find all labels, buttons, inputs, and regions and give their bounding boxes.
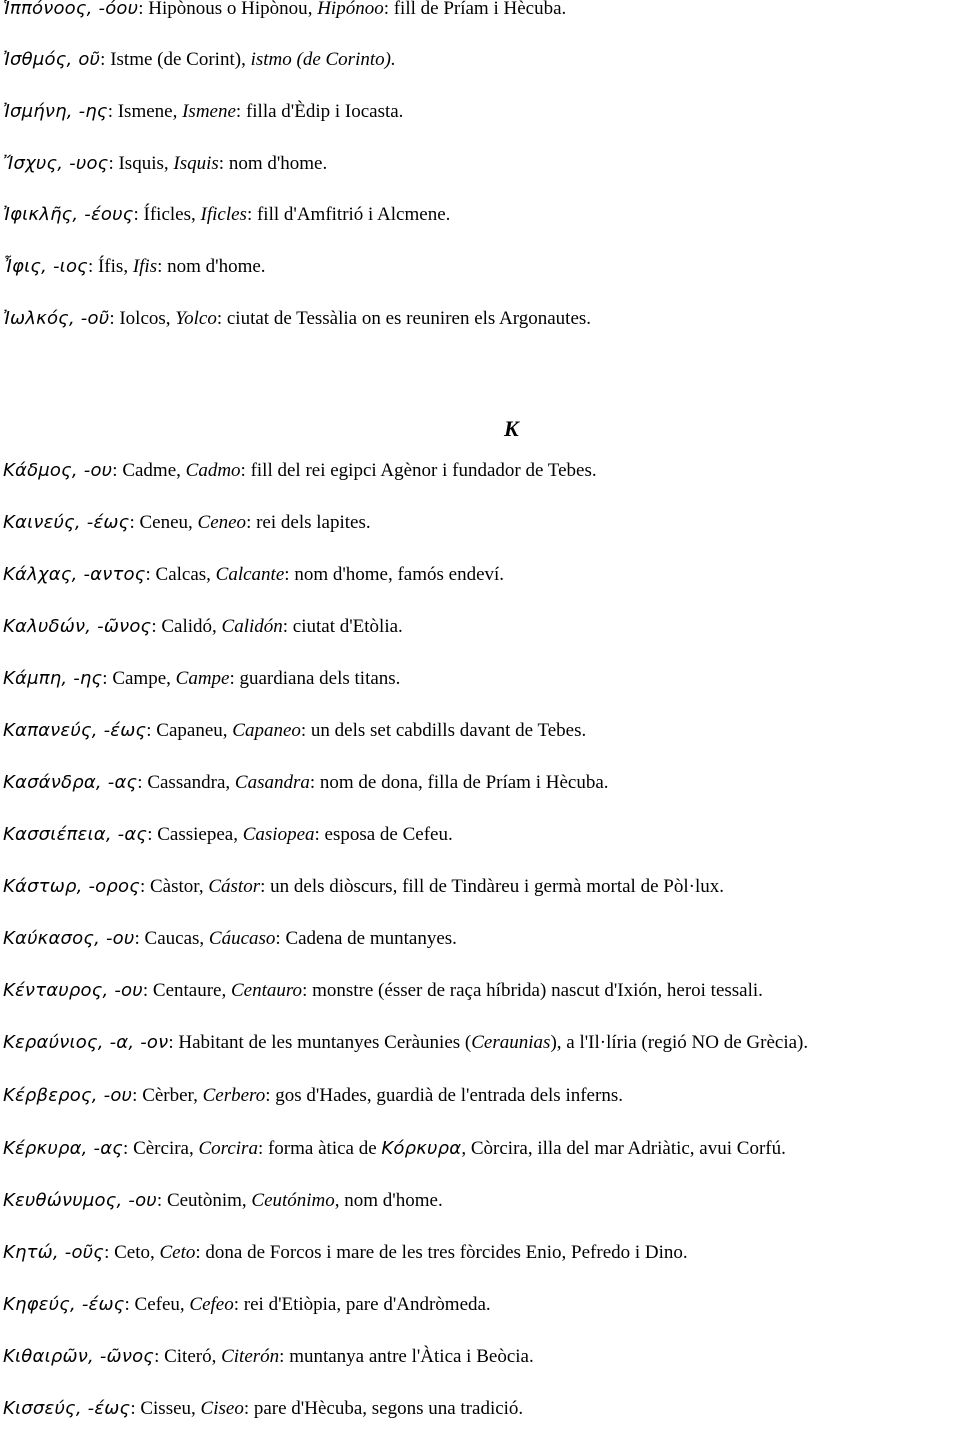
greek-headword: Ἶφις, -ιος [3,256,88,277]
separator: : [100,49,111,70]
spanish-name: Hipónoo [317,0,384,19]
glossary-entry [3,1344,960,1370]
separator: , [199,928,209,949]
spanish-name: Ificles [200,204,247,225]
greek-headword: Ἰσθμός, οῦ [3,49,101,70]
glossary-entry [3,978,960,1004]
catalan-name: Cassandra [147,772,226,793]
catalan-name: Iolcos [119,308,166,329]
glossary-entry [3,47,960,73]
greek-headword: Κέρκυρα, -ας [3,1138,124,1159]
separator: : [139,876,150,897]
entry-description: ciutat d'Etòlia. [292,616,403,637]
separator: : [87,256,98,277]
separator: : [246,512,257,533]
greek-variant: Κόρκυρα [381,1138,462,1159]
separator: : [109,308,120,329]
separator: : [243,1398,254,1419]
entry-description: fill de Príam i Hècuba. [393,0,567,19]
spanish-name: Ceneo [197,512,247,533]
separator: , [241,1190,252,1211]
entry-description: ciutat de Tessàlia on es reuniren els Argonautes. [226,308,592,329]
catalan-name: Íficles [143,204,192,225]
greek-headword: Κέρβερος, -ου [3,1085,133,1106]
spanish-name: Ceraunias [471,1032,551,1053]
separator: : [108,153,119,174]
separator: : [383,0,394,19]
entry-description: rei dels lapites. [256,512,371,533]
catalan-name: Hipònous o Hipònou [148,0,308,19]
entry-description: fill d'Amfitrió i Alcmene. [256,204,451,225]
catalan-name: Habitant de les muntanyes Ceràunies ( [178,1032,472,1053]
greek-headword: Κεραύνιος, -α, -ον [3,1032,169,1053]
catalan-name: Istme (de Corint) [110,49,242,70]
greek-headword: Κασσιέπεια, -ας [3,824,148,845]
entry-description: forma àtica de [267,1138,382,1159]
spanish-name: Isquis [173,153,219,174]
glossary-entry [3,1240,960,1266]
greek-headword: Ἰωλκός, -οῦ [3,308,110,329]
glossary-entry [3,202,960,228]
catalan-name: Cèrber [142,1085,194,1106]
separator: , [166,668,176,689]
separator: , [198,876,209,897]
separator: : [235,101,246,122]
separator: : [147,824,158,845]
catalan-name: Calidó [161,616,213,637]
greek-headword: Ἰσμήνη, -ης [3,101,108,122]
spanish-name: Casiopea [242,824,315,845]
separator: , [123,256,133,277]
glossary-entry [3,874,960,900]
glossary-entry [3,99,960,125]
spanish-name: Centauro [230,980,303,1001]
separator: : [168,1032,179,1053]
separator: : [309,772,320,793]
separator: , [191,1398,201,1419]
catalan-name: Calcas [155,564,207,585]
glossary-entry [3,151,960,177]
separator: : [257,1138,268,1159]
entry-description: rei d'Etiòpia, pare d'Andròmeda. [243,1294,491,1315]
separator: : [195,1242,206,1263]
catalan-name: Ismene [117,101,173,122]
separator: : [246,204,257,225]
spanish-name: Ciseo [200,1398,244,1419]
spanish-name: Ceutónimo [251,1190,335,1211]
greek-headword: Καπανεύς, -έως [3,720,147,741]
spanish-name: Cáucaso [208,928,276,949]
glossary-entry [3,306,960,332]
separator: , [206,564,216,585]
separator: : [218,153,229,174]
separator: , [188,1138,199,1159]
separator: , [165,308,176,329]
separator: , [225,772,235,793]
separator: : [154,1346,165,1367]
entry-description: monstre (ésser de raça híbrida) nascut d'Ixión, heroi tessali. [312,980,763,1001]
catalan-name: Cèrcira [133,1138,189,1159]
spanish-name: Calidón [221,616,283,637]
spanish-name: Cástor [208,876,261,897]
separator: : [279,1346,290,1367]
entry-description: pare d'Hècuba, segons una tradició. [253,1398,524,1419]
glossary-entry [3,718,960,744]
entry-description: nom de dona, filla de Príam i Hècuba. [319,772,609,793]
separator: : [133,204,144,225]
glossary-entry [3,926,960,952]
glossary-entry [3,1030,960,1056]
entry-description-continued: , Còrcira, illa del mar Adriàtic, avui Corfú. [461,1138,786,1159]
glossary-entry [3,1136,960,1162]
separator: : [138,0,149,19]
catalan-name: Citeró [164,1346,212,1367]
glossary-entry [3,0,960,22]
separator: : [157,256,168,277]
separator: , [191,204,201,225]
glossary-entry [3,254,960,280]
catalan-name: Cefeu [134,1294,180,1315]
entry-description: gos d'Hades, guardià de l'entrada dels inferns. [275,1085,623,1106]
greek-headword: Ἴσχυς, -υος [3,153,109,174]
glossary-entry [3,458,960,484]
glossary-entry [3,822,960,848]
greek-headword: Ἱππόνοος, -όου [3,0,139,19]
greek-headword: Κιθαιρῶν, -ῶνος [3,1346,155,1367]
greek-headword: Καινεύς, -έως [3,512,130,533]
greek-headword: Κητώ, -οῦς [3,1242,105,1263]
separator: : [265,1085,276,1106]
separator: , [222,720,233,741]
separator: : [102,668,113,689]
spanish-name: Citerón [221,1346,280,1367]
greek-headword: Κάστωρ, -ορος [3,876,140,897]
entry-description: fill del rei egipci Agènor i fundador de Tebes. [250,460,597,481]
entry-description: esposa de Cefeu. [324,824,453,845]
spanish-name: Cerbero [202,1085,266,1106]
entry-description: nom d'home, famós endeví. [294,564,505,585]
entry-description: nom d'home. [228,153,328,174]
spanish-name: Calcante [215,564,285,585]
spanish-name: Casandra [234,772,310,793]
glossary-entry [3,1083,960,1109]
separator: , [212,616,222,637]
entry-description: dona de Forcos i mare de les tres fòrcides Enio, Pefredo i Dino. [205,1242,688,1263]
entry-description: nom d'home. [344,1190,443,1211]
catalan-name: Campe [112,668,167,689]
separator: : [314,824,325,845]
separator: , [149,1242,160,1263]
glossary-entry [3,614,960,640]
section-letter-heading: K [504,416,519,441]
greek-headword: Κασάνδρα, -ας [3,772,138,793]
separator: : [229,668,240,689]
separator: : [124,1294,135,1315]
catalan-name: Centaure [152,980,222,1001]
separator: : [302,980,313,1001]
glossary-entry [3,510,960,536]
separator: : [282,616,293,637]
catalan-name: Ceutònim [166,1190,242,1211]
greek-headword: Κηφεύς, -έως [3,1294,125,1315]
separator: : [130,1398,141,1419]
separator: , [176,460,186,481]
spanish-name: Cadmo [185,460,241,481]
spanish-name: istmo (de Corinto). [250,49,396,70]
separator: : [104,1242,115,1263]
separator: : [284,564,295,585]
separator: : [142,980,153,1001]
separator: , [188,512,198,533]
greek-headword: Καύκασος, -ου [3,928,135,949]
entry-description: ), a l'Il·líria (regió NO de Grècia). [550,1032,809,1053]
separator: : [123,1138,134,1159]
separator: , [172,101,183,122]
separator: : [275,928,286,949]
spanish-name: Campe [175,668,230,689]
glossary-entry [3,1188,960,1214]
separator: , [211,1346,222,1367]
separator: : [151,616,162,637]
greek-headword: Κένταυρος, -ου [3,980,143,1001]
catalan-name: Caucas [144,928,200,949]
separator: : [156,1190,167,1211]
separator: : [240,460,251,481]
catalan-name: Cisseu [140,1398,192,1419]
glossary-entry [3,1292,960,1318]
separator: : [107,101,118,122]
separator: : [300,720,311,741]
spanish-name: Corcira [198,1138,258,1159]
separator: : [145,564,156,585]
separator: , [163,153,174,174]
separator: : [137,772,148,793]
catalan-name: Càstor [150,876,199,897]
entry-description: un dels diòscurs, fill de Tindàreu i germà mortal de Pòl·lux. [270,876,724,897]
greek-headword: Καλυδών, -ῶνος [3,616,152,637]
spanish-name: Ceto [159,1242,196,1263]
entry-description: guardiana dels titans. [239,668,401,689]
spanish-name: Ifis [132,256,158,277]
separator: : [233,1294,244,1315]
separator: : [260,876,271,897]
entry-description: muntanya antre l'Àtica i Beòcia. [289,1346,534,1367]
greek-headword: Κευθώνυμος, -ου [3,1190,157,1211]
separator: : [112,460,123,481]
separator: , [334,1190,345,1211]
greek-headword: Κάλχας, -αντος [3,564,146,585]
catalan-name: Ceto [114,1242,150,1263]
spanish-name: Yolco [175,308,217,329]
greek-headword: Ἰφικλῆς, -έους [3,204,134,225]
spanish-name: Cefeo [189,1294,234,1315]
separator: : [129,512,140,533]
entry-description: filla d'Èdip i Iocasta. [245,101,404,122]
greek-headword: Κάδμος, -ου [3,460,113,481]
separator: : [132,1085,143,1106]
entry-description: nom d'home. [167,256,266,277]
entry-description: un dels set cabdills davant de Tebes. [310,720,587,741]
separator: : [216,308,227,329]
separator: , [179,1294,190,1315]
greek-headword: Κάμπη, -ης [3,668,103,689]
separator: , [193,1085,203,1106]
separator: , [221,980,231,1001]
greek-headword: Κισσεύς, -έως [3,1398,131,1419]
separator: , [307,0,318,19]
catalan-name: Ceneu [139,512,189,533]
separator: , [233,824,243,845]
glossary-entry [3,770,960,796]
separator: : [146,720,157,741]
catalan-name: Isquis [118,153,164,174]
entry-description: Cadena de muntanyes. [285,928,457,949]
separator: , [241,49,251,70]
separator: : [134,928,145,949]
glossary-entry [3,666,960,692]
spanish-name: Capaneo [232,720,301,741]
catalan-name: Capaneu [156,720,223,741]
glossary-entry [3,562,960,588]
catalan-name: Cassiepea [157,824,234,845]
glossary-entry [3,1396,960,1422]
catalan-name: Ífis [97,256,124,277]
catalan-name: Cadme [122,460,177,481]
spanish-name: Ismene [182,101,236,122]
